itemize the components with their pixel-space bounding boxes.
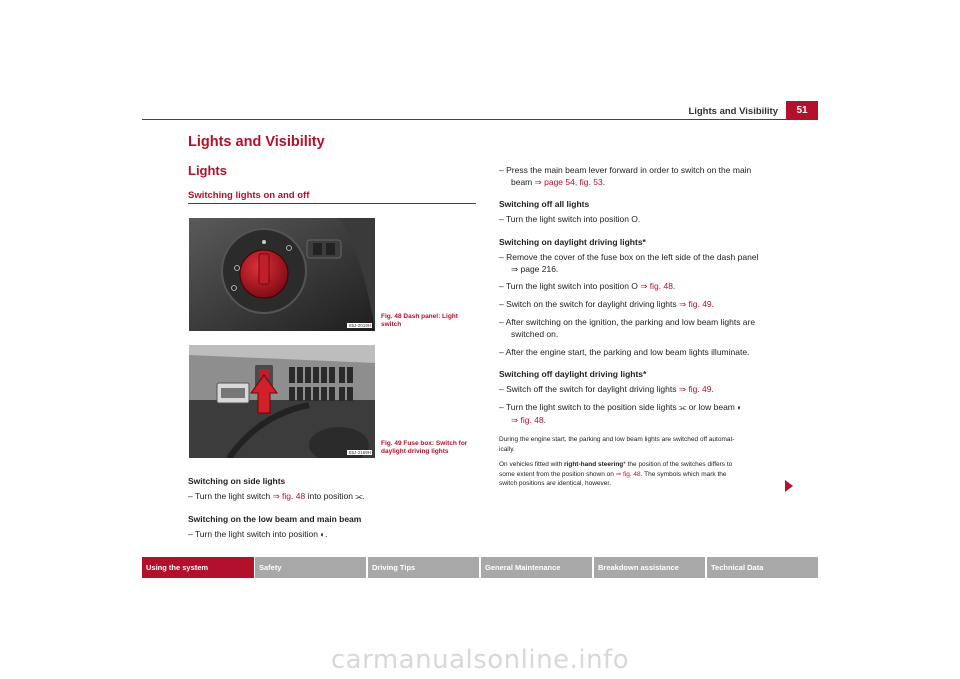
low-beam-icon: ◐ — [737, 403, 743, 412]
note-emphasis: right-hand steering — [564, 461, 624, 468]
step-text: – Turn the light switch to the position side lights — [499, 402, 680, 412]
step-text: or low beam — [686, 402, 738, 412]
all-off-heading: Switching off all lights — [499, 199, 590, 209]
subsection-rule — [188, 203, 476, 204]
step-text — [499, 401, 742, 414]
all-off-step: – Turn the light switch into position O. — [499, 214, 641, 224]
beam-step — [188, 528, 328, 541]
step-text: – Turn the light switch into position O — [499, 281, 641, 291]
note-text — [499, 460, 732, 470]
beam-heading: Switching on the low beam and main beam — [188, 514, 362, 524]
fuse-box-illustration — [189, 345, 375, 458]
step-text: . — [711, 299, 715, 309]
side-lights-step — [188, 490, 365, 503]
note-right-hand-steering — [499, 460, 732, 489]
header-rule — [142, 119, 818, 120]
side-lights-icon: ⫘ — [679, 403, 687, 412]
main-beam-step — [499, 164, 751, 188]
step-text — [499, 414, 742, 426]
step-text: . — [672, 281, 676, 291]
note-text: some extent from the position shown on — [499, 470, 616, 478]
nav-tab-using-the-system[interactable]: Using the system — [142, 557, 254, 578]
step-text: . — [362, 491, 365, 501]
step-text: – Switch on the switch for daylight driving lights — [499, 299, 680, 309]
fig-49-link[interactable]: ⇒ fig. 49 — [679, 299, 712, 309]
daylight-on-heading: Switching on daylight driving lights* — [499, 237, 646, 247]
figure-code: S5J-2019H — [348, 323, 371, 328]
page-54-link[interactable]: ⇒ page 54, fig. 53 — [534, 177, 603, 187]
step-text: – After switching on the ignition, the parking and low beam lights are — [499, 317, 756, 327]
nav-tab-breakdown-assistance[interactable]: Breakdown assistance — [593, 557, 705, 578]
figure-fuse-box — [189, 345, 375, 458]
note-text — [499, 470, 732, 480]
daylight-step-3 — [499, 298, 714, 310]
step-text: beam — [511, 177, 535, 187]
nav-tab-general-maintenance[interactable]: General Maintenance — [480, 557, 592, 578]
figure-caption: Fig. 48 Dash panel: Light switch — [381, 313, 458, 328]
daylight-step-5: – After the engine start, the parking and low beam lights illuminate. — [499, 347, 750, 357]
note-text: switch positions are identical, however. — [499, 480, 612, 487]
subsection-title: Switching lights on and off — [188, 190, 310, 201]
fig-48-link[interactable]: ⇒ fig. 48 — [615, 470, 641, 478]
step-text: . — [325, 529, 328, 539]
daylight-off-step-2 — [499, 401, 742, 426]
light-switch-illustration — [189, 218, 375, 331]
figure-light-switch — [189, 218, 375, 331]
step-text: into position — [305, 491, 356, 501]
step-text: – Remove the cover of the fuse box on the left side of the dash panel — [499, 252, 759, 262]
note-engine-start — [499, 435, 734, 454]
nav-tab-driving-tips[interactable]: Driving Tips — [367, 557, 479, 578]
step-text: switched on. — [511, 329, 559, 339]
nav-tab-technical-data[interactable]: Technical Data — [706, 557, 818, 578]
step-text: – Switch off the switch for daylight driving lights — [499, 384, 679, 394]
daylight-off-step-1 — [499, 383, 714, 395]
step-text: . — [543, 415, 547, 425]
fig-48-link[interactable]: ⇒ fig. 48 — [511, 415, 544, 425]
nav-tab-safety[interactable]: Safety — [254, 557, 366, 578]
note-text: During the engine start, the parking and low beam lights are switched off automat- — [499, 436, 735, 443]
side-lights-icon: ⫘ — [355, 492, 363, 501]
daylight-step-1 — [499, 251, 758, 275]
low-beam-icon: ◐ — [320, 530, 326, 539]
step-text: – Turn the light switch — [188, 491, 273, 501]
note-text: ically. — [499, 445, 515, 453]
figure-code: S5J-2169H — [348, 450, 371, 455]
step-text: – Turn the light switch into position — [188, 529, 321, 539]
step-text: – Press the main beam lever forward in order to switch on the main — [499, 165, 752, 175]
note-text: * the position of the switches differs to — [623, 461, 733, 468]
note-text: . The symbols which mark the — [640, 470, 727, 478]
step-text: . — [602, 177, 606, 187]
step-text: . — [711, 384, 714, 394]
step-text: ⇒ page 216. — [511, 264, 559, 274]
fig-49-link[interactable]: ⇒ fig. 49 — [678, 384, 712, 394]
running-header-title: Lights and Visibility — [688, 106, 778, 117]
chapter-title: Lights and Visibility — [188, 134, 325, 150]
daylight-step-2 — [499, 280, 675, 292]
page-number-badge: 51 — [786, 101, 818, 119]
side-lights-heading: Switching on side lights — [188, 476, 286, 486]
fig-48-link[interactable]: ⇒ fig. 48 — [272, 491, 306, 501]
watermark: carmanualsonline.info — [330, 645, 630, 675]
figure-caption: Fig. 49 Fuse box: Switch for daylight driving lights — [381, 440, 468, 455]
daylight-off-heading: Switching off daylight driving lights* — [499, 369, 647, 379]
continue-arrow-icon[interactable] — [785, 480, 793, 492]
step-text — [499, 176, 751, 188]
section-title: Lights — [188, 163, 227, 178]
daylight-step-4 — [499, 316, 755, 340]
note-text: On vehicles fitted with — [499, 461, 565, 468]
fig-48-link[interactable]: ⇒ fig. 48 — [640, 281, 673, 291]
